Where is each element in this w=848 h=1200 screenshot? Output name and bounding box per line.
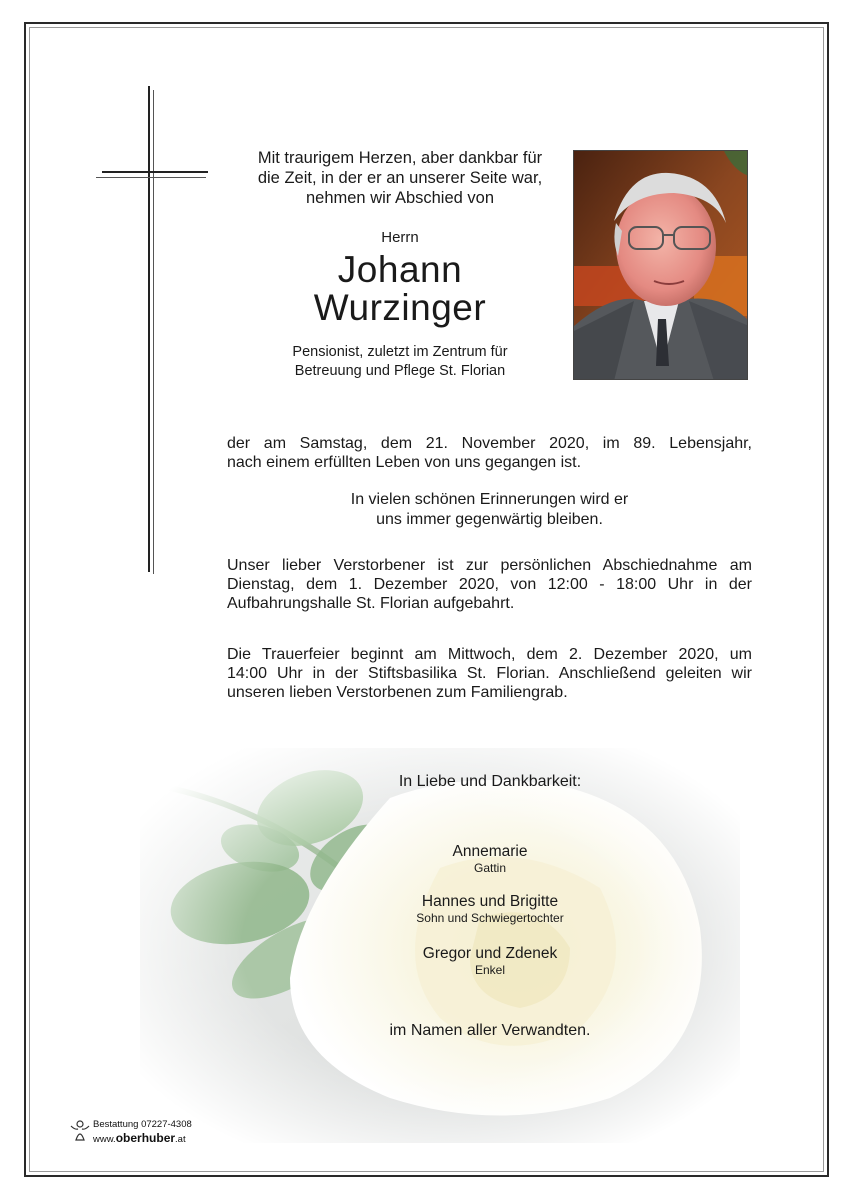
cross-icon <box>96 86 210 576</box>
company-phone: 07227-4308 <box>141 1119 192 1130</box>
paragraph-line: Aufbahrungshalle St. Florian aufgebahrt. <box>227 595 515 612</box>
web-brand: oberhuber <box>115 1131 176 1145</box>
company-name: Bestattung <box>93 1119 139 1130</box>
paragraph-line: Dienstag, dem 1. Dezember 2020, von 12:00 - 18:00 Uhr in der <box>227 576 752 593</box>
mourner-name: Hannes und Brigitte <box>421 893 559 910</box>
paragraph-line: 14:00 Uhr in der Stiftsbasilika St. Florian. Anschließend geleiten wir <box>227 665 752 682</box>
funeral-notice <box>227 645 752 702</box>
mourner <box>320 842 660 876</box>
memorial-quote <box>227 490 752 530</box>
occupation <box>224 343 576 381</box>
deceased-last-name: Wurzinger <box>313 287 487 328</box>
death-notice <box>227 434 752 472</box>
web-suffix: .at <box>175 1134 186 1145</box>
mourner <box>320 944 660 978</box>
mourner <box>320 892 660 926</box>
portrait-photo <box>573 150 748 380</box>
paragraph-line: Die Trauerfeier beginnt am Mittwoch, dem 2. Dezember 2020, um <box>227 646 752 663</box>
angel-icon <box>69 1118 91 1142</box>
company-website[interactable] <box>93 1131 186 1145</box>
mourner-name: Annemarie <box>452 843 528 860</box>
intro-line: nehmen wir Abschied von <box>305 189 495 207</box>
thanks-heading: In Liebe und Dankbarkeit: <box>398 773 582 790</box>
mourner-relation: Enkel <box>474 963 506 977</box>
paragraph-line: der am Samstag, dem 21. November 2020, im 89. Lebensjahr, <box>227 435 752 452</box>
paragraph-line: unseren lieben Verstorbenen zum Familiengrab. <box>227 684 568 701</box>
occupation-line: Betreuung und Pflege St. Florian <box>294 363 506 379</box>
memorial-line: uns immer gegenwärtig bleiben. <box>376 511 603 528</box>
intro-line: die Zeit, in der er an unserer Seite war, <box>257 169 543 187</box>
intro-text <box>224 148 576 208</box>
honorific: Herrn <box>381 229 419 246</box>
deceased-first-name: Johann <box>337 249 463 290</box>
occupation-line: Pensionist, zuletzt im Zentrum für <box>292 344 508 360</box>
intro-line: Mit traurigem Herzen, aber dankbar für <box>257 149 543 167</box>
viewing-notice <box>227 556 752 613</box>
mourner-relation: Gattin <box>473 861 506 875</box>
closing-line: im Namen aller Verwandten. <box>389 1022 591 1039</box>
company-line <box>93 1119 192 1130</box>
mourner-relation: Sohn und Schwiegertochter <box>416 911 564 925</box>
memorial-line: In vielen schönen Erinnerungen wird er <box>350 491 629 508</box>
mourner-name: Gregor und Zdenek <box>422 945 558 962</box>
paragraph-line: nach einem erfüllten Leben von uns gegangen ist. <box>227 454 582 471</box>
paragraph-line: Unser lieber Verstorbener ist zur persönlichen Abschiednahme am <box>227 557 752 574</box>
funeral-home-logo <box>69 1118 199 1148</box>
web-prefix: www. <box>93 1134 116 1145</box>
